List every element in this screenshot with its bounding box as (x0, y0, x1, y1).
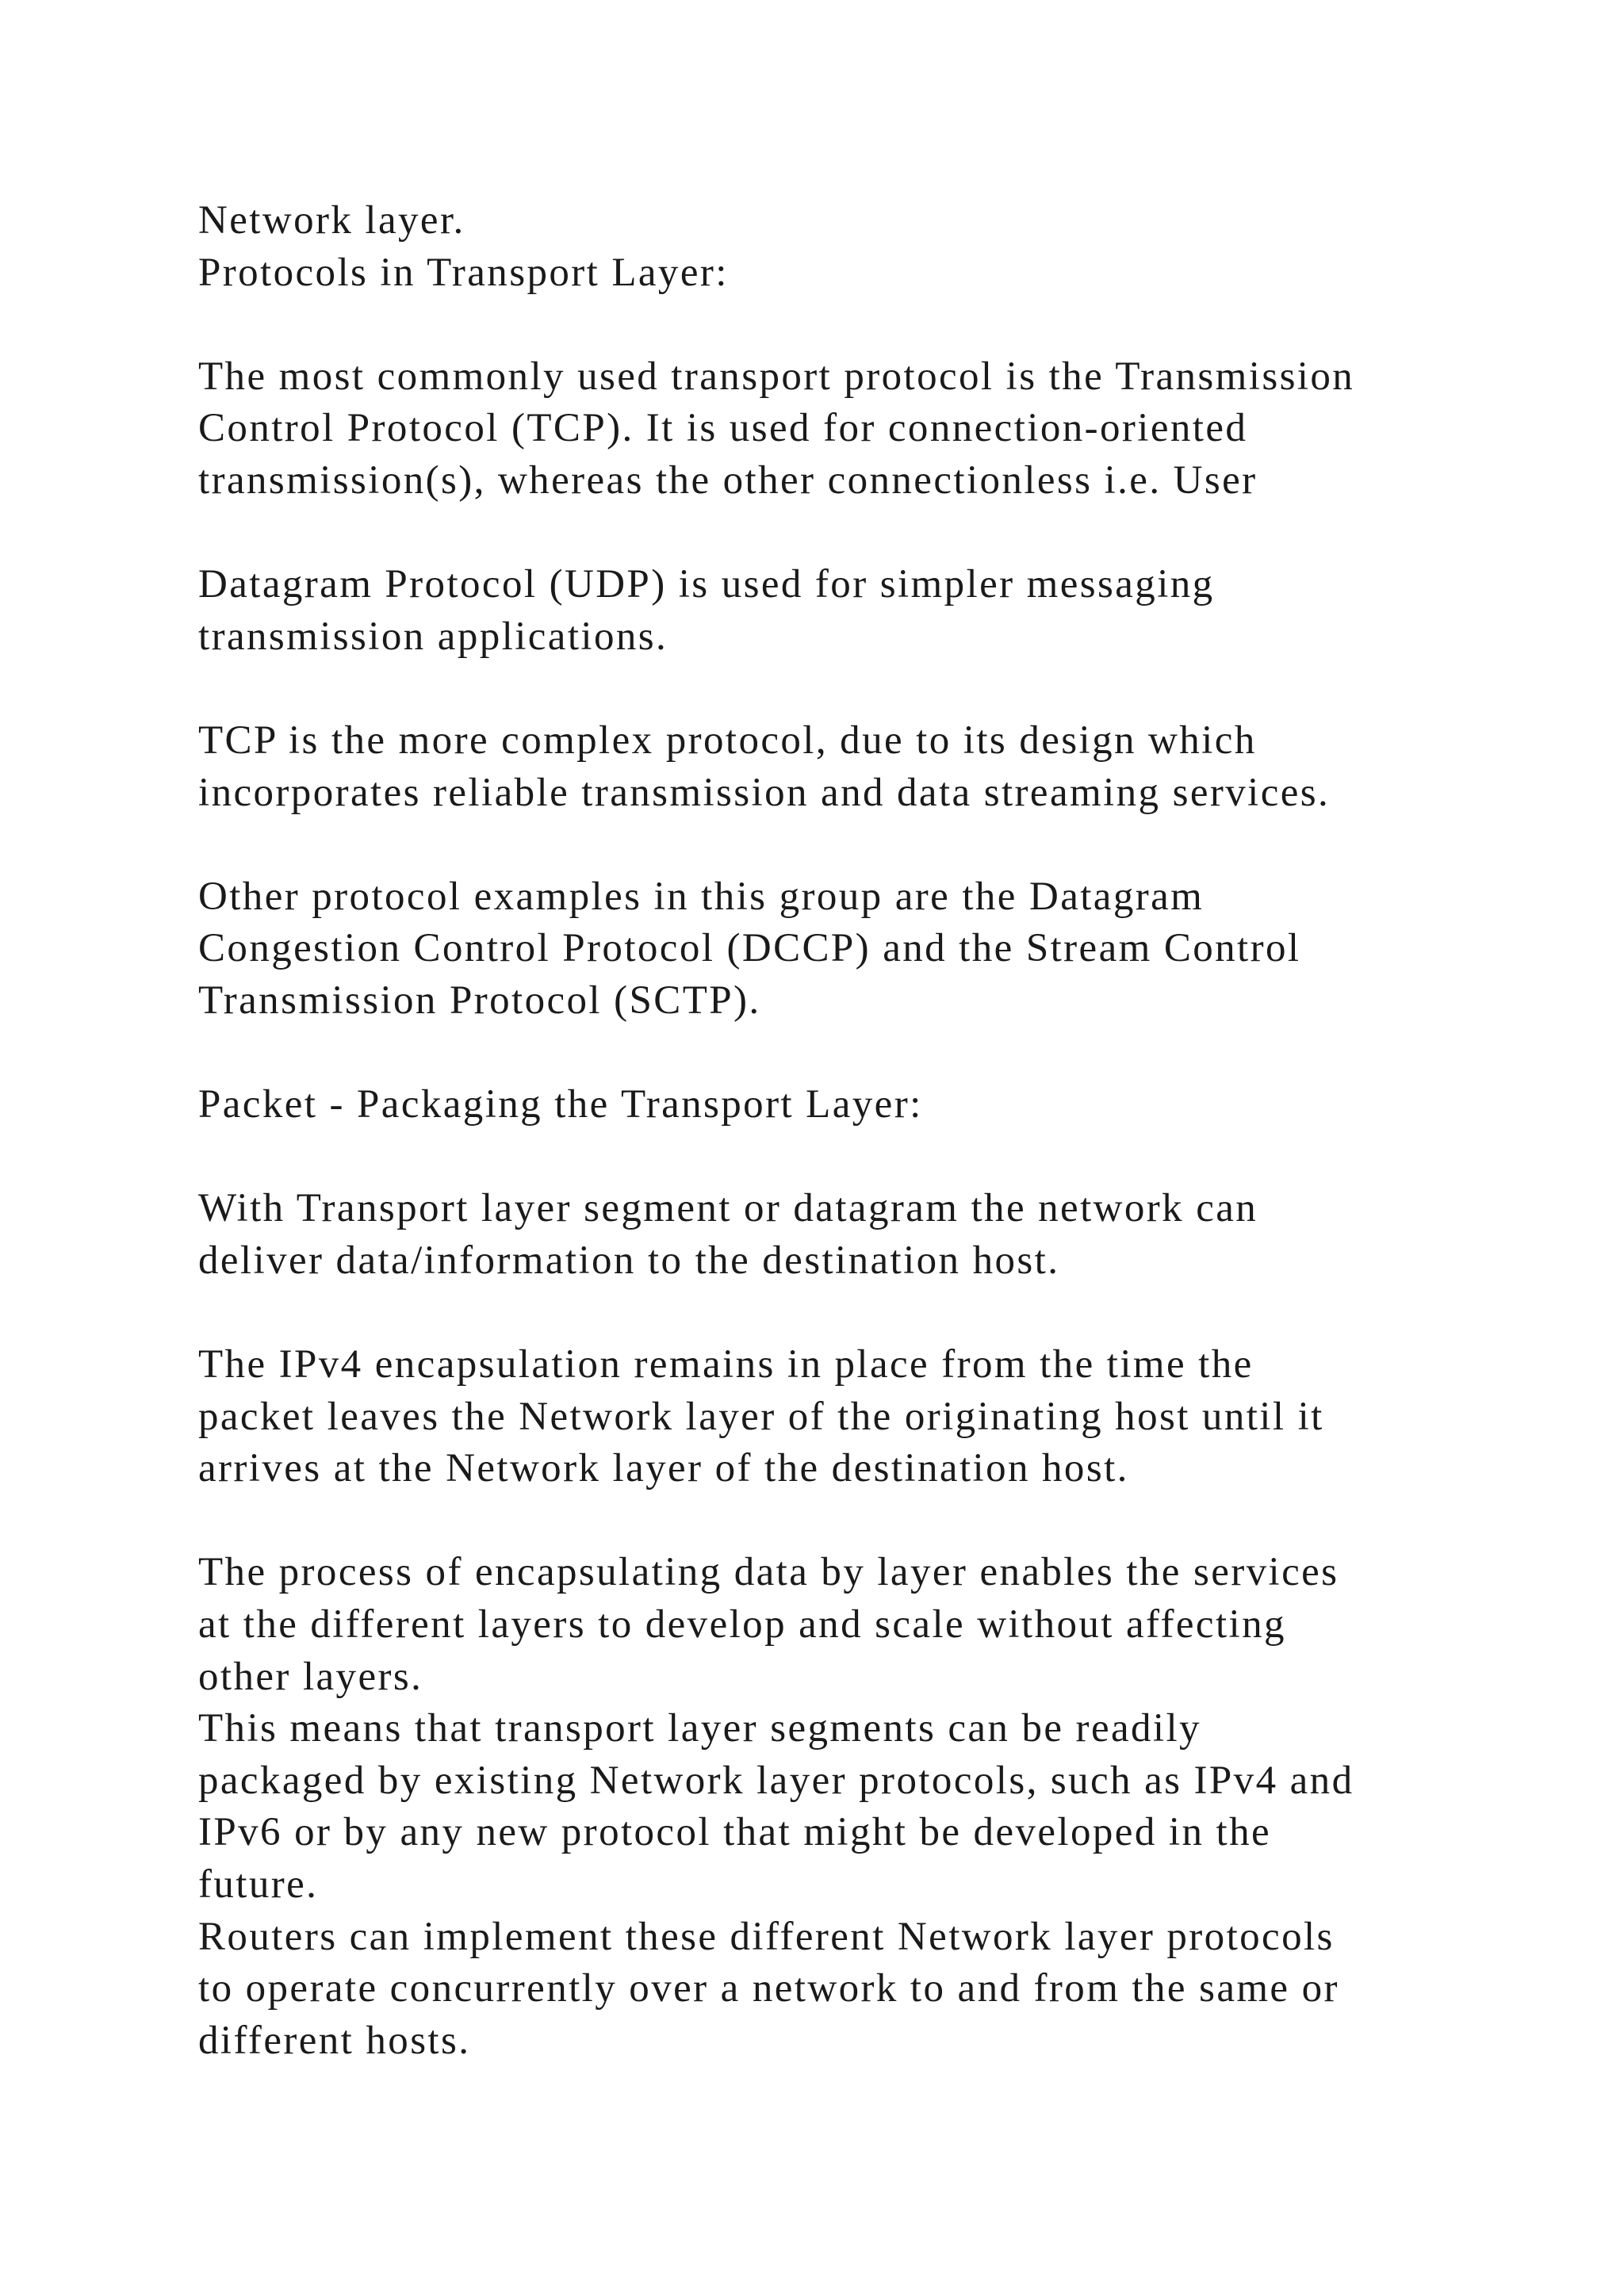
text-line: Congestion Control Protocol (DCCP) and the Stream Control (198, 926, 1301, 971)
text-line (198, 1131, 1546, 1184)
text-line: The IPv4 encapsulation remains in place from the time the (198, 1342, 1254, 1387)
text-line: incorporates reliable transmission and data streaming services. (198, 770, 1331, 815)
text-line: Protocols in Transport Layer: (198, 250, 729, 295)
text-line: The most commonly used transport protocol is the Transmission (198, 354, 1355, 399)
text-line: Routers can implement these different Network layer protocols (198, 1914, 1335, 1959)
text-line: deliver data/information to the destination host. (198, 1238, 1060, 1283)
text-line: arrives at the Network layer of the destination host. (198, 1446, 1129, 1491)
text-line: transmission applications. (198, 614, 668, 659)
document-body-text (198, 195, 1546, 2067)
text-line: IPv6 or by any new protocol that might be developed in the (198, 1810, 1272, 1855)
text-line (198, 663, 1546, 715)
text-line: transmission(s), whereas the other connectionless i.e. User (198, 457, 1258, 503)
text-line: Transmission Protocol (SCTP). (198, 978, 761, 1023)
text-line: to operate concurrently over a network to and from the same or (198, 1966, 1339, 2011)
text-line: Datagram Protocol (UDP) is used for simpler messaging (198, 562, 1215, 607)
text-line: Other protocol examples in this group are the Datagram (198, 874, 1205, 919)
text-line (198, 507, 1546, 560)
text-line: TCP is the more complex protocol, due to its design which (198, 718, 1257, 763)
text-line: at the different layers to develop and scale without affecting (198, 1602, 1286, 1647)
text-line (198, 299, 1546, 351)
text-line (198, 1287, 1546, 1339)
text-line: other layers. (198, 1654, 423, 1699)
text-line: Control Protocol (TCP). It is used for connection-oriented (198, 406, 1248, 451)
text-line: This means that transport layer segments can be readily (198, 1706, 1201, 1751)
text-line (198, 819, 1546, 871)
text-line: With Transport layer segment or datagram the network can (198, 1186, 1258, 1231)
section-heading: Packet - Packaging the Transport Layer: (198, 1082, 923, 1127)
text-line: future. (198, 1862, 319, 1907)
text-line: packaged by existing Network layer protocols, such as IPv4 and (198, 1758, 1354, 1803)
text-line: packet leaves the Network layer of the originating host until it (198, 1394, 1324, 1439)
text-line: Network layer. (198, 198, 465, 243)
text-line (198, 1495, 1546, 1548)
text-line: The process of encapsulating data by layer enables the services (198, 1550, 1339, 1595)
text-line (198, 1027, 1546, 1080)
text-line: different hosts. (198, 2018, 471, 2063)
